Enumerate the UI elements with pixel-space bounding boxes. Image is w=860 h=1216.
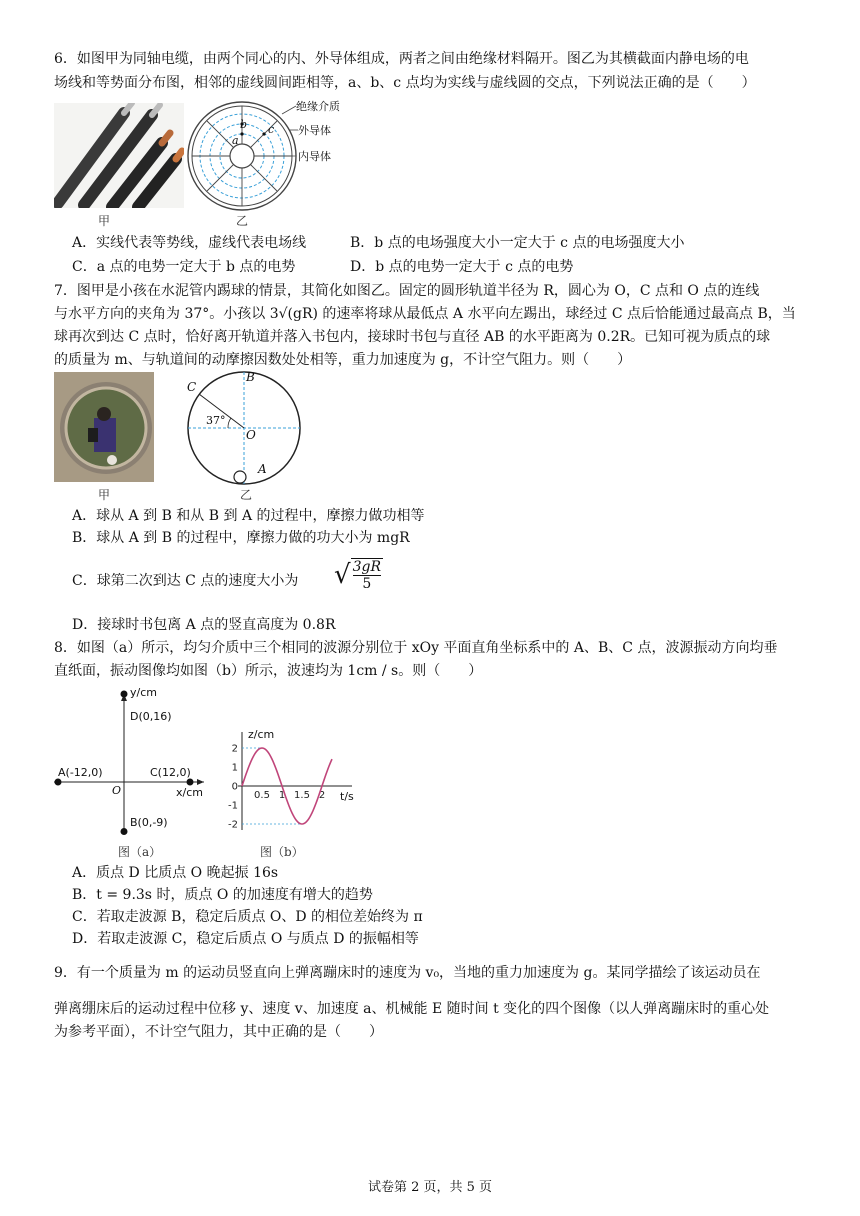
fig-label-jia-2: 甲 — [98, 488, 111, 502]
q7-stem-line4: 的质量为 m、与轨道间的动摩擦因数处处相等，重力加速度为 g，不计空气阻力。则（ ） — [54, 352, 632, 368]
point-label-B: B — [246, 370, 255, 384]
q7-option-c-text: C．球第二次到达 C 点的速度大小为 — [72, 573, 299, 589]
page-footer: 试卷第 2 页，共 5 页 — [367, 1180, 493, 1195]
q7-stem-line2: 与水平方向的夹角为 37°。小孩以 3√(gR) 的速率将球从最低点 A 水平向左踢出，球经过 C 点后恰能通过最高点 B，当 — [54, 306, 796, 322]
label-inner-conductor: 内导体 — [298, 150, 331, 163]
q6-stem-line1: 6．如图甲为同轴电缆，由两个同心的内、外导体组成，两者之间由绝缘材料隔开。图乙为其横截面内静电场的电 — [54, 51, 749, 67]
chart-xtick-1: 0.5 — [254, 790, 270, 801]
source-point-1 — [55, 779, 62, 786]
point-label-C: C — [187, 380, 197, 394]
fig-label-yi-2: 乙 — [240, 488, 253, 502]
point-label-A2: A(-12,0) — [58, 766, 103, 779]
fig-caption-a: 图（a） — [118, 845, 162, 859]
point-label-a: a — [232, 134, 239, 147]
q6-option-c: C．a 点的电势一定大于 b 点的电势 — [72, 259, 296, 275]
chart-ytick-2: 0 — [231, 781, 238, 793]
q6-stem-line2: 场线和等势面分布图，相邻的虚线圆间距相等，a、b、c 点均为实线与虚线圆的交点，下列说法正确的是（ ） — [54, 75, 756, 91]
fraction-numerator: 3gR — [352, 559, 381, 575]
fig-caption-b: 图（b） — [260, 845, 304, 859]
q8-option-b: B．t = 9.3s 时，质点 O 的加速度有增大的趋势 — [72, 887, 373, 903]
chart-xlabel: t/s — [340, 790, 354, 803]
q8-option-d: D．若取走波源 C，稳定后质点 O 与质点 D 的振幅相等 — [72, 931, 419, 947]
chart-xtick-4: 2 — [318, 790, 326, 801]
chart-ytick-0: 2 — [231, 743, 238, 755]
q7-stem-line1: 7．图甲是小孩在水泥管内踢球的情景，其简化如图乙。固定的圆形轨道半径为 R，圆心为 O，C 点和 O 点的连线 — [54, 283, 760, 299]
chart-xtick-3: 1.5 — [294, 790, 310, 801]
q9-stem-line3: 为参考平面），不计空气阻力，其中正确的是（ ） — [54, 1024, 383, 1040]
point-label-c: c — [268, 123, 275, 136]
point-label-b: b — [240, 118, 248, 131]
point-label-O: O — [246, 428, 256, 442]
q8-stem-line2: 直纸面，振动图像均如图（b）所示，波速均为 1cm / s。则（ ） — [54, 663, 483, 679]
q7-option-d: D．接球时书包离 A 点的竖直高度为 0.8R — [72, 617, 336, 633]
coordinate-diagram-a — [54, 686, 214, 836]
label-insulator: 绝缘介质 — [296, 100, 340, 113]
point-label-B2: B(0,-9) — [130, 816, 168, 829]
q8-option-a: A．质点 D 比质点 O 晚起振 16s — [72, 865, 279, 881]
q7-stem-line3: 球再次到达 C 点时，恰好离开轨道并落入书包内，接球时书包与直径 AB 的水平距离为 0.2R。已知可视为质点的球 — [54, 329, 771, 345]
q9-stem-line2: 弹离绷床后的运动过程中位移 y、速度 v、加速度 a、机械能 E 随时间 t 变化的四个图像（以人弹离蹦床时的重心处 — [54, 1001, 770, 1017]
q7-option-a: A．球从 A 到 B 和从 B 到 A 的过程中，摩擦力做功相等 — [72, 508, 425, 524]
chart-ytick-1: 1 — [231, 762, 238, 774]
origin-label: O — [112, 784, 122, 797]
q9-stem-line1: 9．有一个质量为 m 的运动员竖直向上弹离蹦床时的速度为 v₀，当地的重力加速度为 g。某同学描绘了该运动员在 — [54, 965, 761, 981]
coax-cable-photo — [54, 103, 184, 208]
vibration-chart-b — [228, 728, 358, 834]
q8-stem-line1: 8．如图（a）所示，均匀介质中三个相同的波源分别位于 xOy 平面直角坐标系中的 A、B、C 点，波源振动方向均垂 — [54, 640, 778, 656]
axis-label-x: x/cm — [176, 786, 203, 799]
source-point-2 — [187, 779, 194, 786]
label-outer-conductor: 外导体 — [298, 124, 331, 137]
source-point-3 — [121, 828, 128, 835]
point-label-C2: C(12,0) — [150, 766, 191, 779]
q7-option-b: B．球从 A 到 B 的过程中，摩擦力做的功大小为 mgR — [72, 530, 410, 546]
source-point-0 — [121, 691, 128, 698]
fig-label-yi: 乙 — [236, 214, 249, 228]
sqrt-fraction: √ $\frac{3gR}{5}$ — [334, 559, 381, 592]
fig-label-jia: 甲 — [98, 214, 111, 228]
chart-xtick-2: 1 — [278, 790, 286, 801]
chart-ytick-3: -1 — [228, 800, 238, 812]
chart-ylabel: z/cm — [248, 728, 275, 741]
q8-option-c: C．若取走波源 B，稳定后质点 O、D 的相位差始终为 π — [72, 909, 423, 925]
q6-option-b: B．b 点的电场强度大小一定大于 c 点的电场强度大小 — [350, 235, 685, 251]
point-label-D: D(0,16) — [130, 710, 172, 723]
q7-option-c — [72, 559, 381, 592]
chart-ytick-4: -2 — [228, 819, 238, 831]
axis-label-y: y/cm — [130, 686, 157, 699]
q6-option-d: D．b 点的电势一定大于 c 点的电势 — [350, 259, 574, 275]
pipe-photo — [54, 372, 154, 482]
q6-option-a: A．实线代表等势线，虚线代表电场线 — [72, 235, 307, 251]
fraction-denominator: 5 — [353, 575, 381, 592]
point-label-A: A — [258, 462, 267, 476]
angle-label: 37° — [206, 414, 226, 427]
